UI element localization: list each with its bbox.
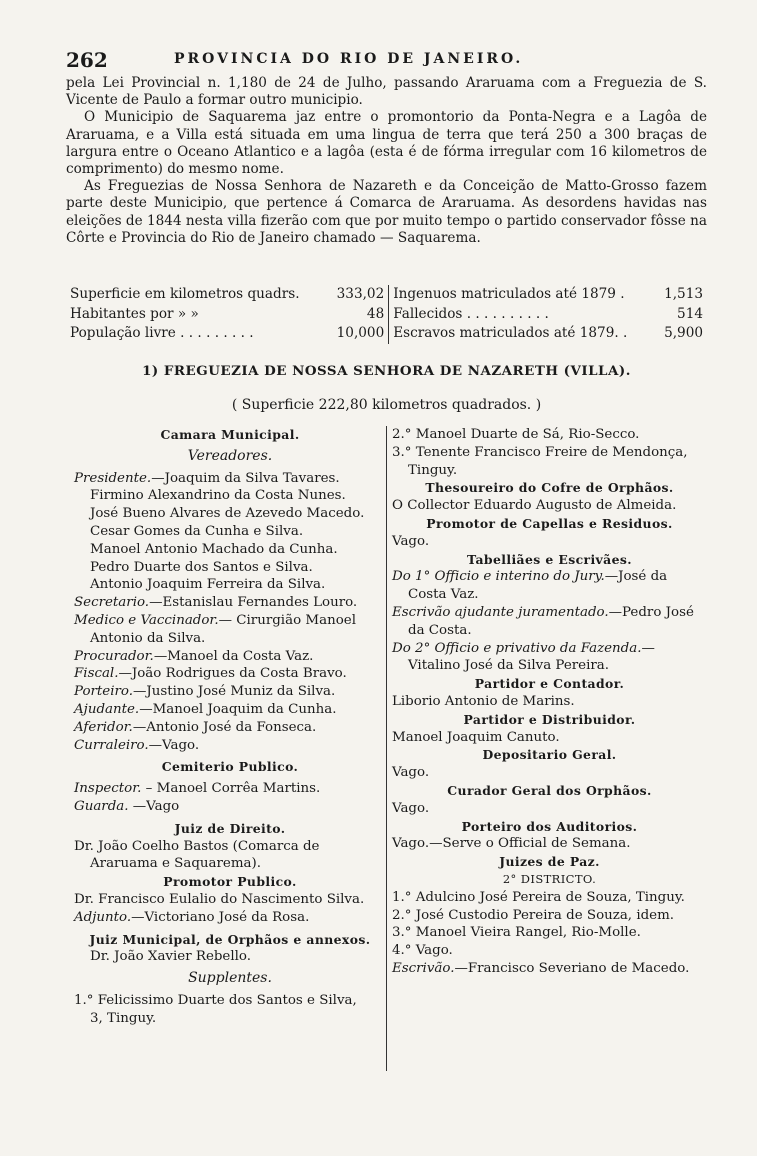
entry: 3.° Manoel Vieira Rangel, Rio-Molle. <box>392 925 641 941</box>
intro-text <box>66 75 707 247</box>
left-column <box>74 426 386 1028</box>
entry: Medico e Vaccinador.— Cirurgião Manoel Antonio da Silva. <box>74 612 356 646</box>
stats-value: 514 <box>677 305 703 322</box>
entry: Procurador.—Manoel da Costa Vaz. <box>74 648 314 664</box>
entry: Liborio Antonio de Marins. <box>392 693 575 709</box>
entry: Presidente.—Joaquim da Silva Tavares. <box>74 470 340 486</box>
stats-label: Superficie em kilometros quadrs. <box>70 286 300 302</box>
entry: Escrivão.—Francisco Severiano de Macedo. <box>392 960 690 976</box>
section-heading: Juiz Municipal, de Orphãos e annexos. <box>89 931 371 947</box>
section-heading: Promotor Publico. <box>163 874 297 890</box>
section-heading: Porteiro dos Auditorios. <box>461 818 638 834</box>
section-heading: Juizes de Paz. <box>499 854 600 870</box>
freguezia-superficie: ( Superficie 222,80 kilometros quadrados. ) <box>231 397 542 413</box>
section-heading: Depositario Geral. <box>482 747 617 763</box>
stats-label: População livre . . . . . . . . . <box>70 325 254 341</box>
right-column <box>392 426 707 978</box>
entry: Ajudante.—Manoel Joaquim da Cunha. <box>74 701 337 717</box>
section-subheading: Vereadores. <box>187 447 273 464</box>
intro-paragraph-3: As Freguezias de Nossa Senhora de Nazareth e da Conceição de Matto-Grosso fazem parte deste Municipio, que pertence á Comarca de Araruama. As desordens havidas nas eleições de 1844 nesta villa fizerão com que por muito tempo o partido conservador fôsse na Côrte e Provincia do Rio de Janeiro chamado — Saquarema. <box>66 178 707 246</box>
entry: 4.° Vago. <box>392 943 453 959</box>
stats-label: Ingenuos matriculados até 1879 . <box>393 286 625 302</box>
entry: 3.° Tenente Francisco Freire de Mendonça, Tinguy. <box>392 444 688 478</box>
page-header <box>66 48 716 74</box>
stats-value: 333,02 <box>327 285 389 305</box>
entry: Manoel Antonio Machado da Cunha. <box>90 541 338 557</box>
entry: 2.° José Custodio Pereira de Souza, idem. <box>392 907 675 923</box>
intro-paragraph-1: pela Lei Provincial n. 1,180 de 24 de Julho, passando Araruama com a Freguezia de S. Vicente de Paulo a formar outro municipio. <box>66 75 707 109</box>
two-column-listing <box>66 426 707 1086</box>
entry: José Bueno Alvares de Azevedo Macedo. <box>90 506 365 522</box>
entry: Vago. <box>392 765 430 781</box>
running-title: PROVINCIA DO RIO DE JANEIRO. <box>174 51 524 67</box>
entry: Aferidor.—Antonio José da Fonseca. <box>74 719 317 735</box>
stats-value: 5,900 <box>664 325 703 341</box>
section-subheading: Supplentes. <box>188 970 272 987</box>
entry: Vago.—Serve o Official de Semana. <box>392 836 631 852</box>
entry: Pedro Duarte dos Santos e Silva. <box>90 559 313 575</box>
section-heading: Camara Municipal. <box>160 427 300 442</box>
freguezia-title: 1) FREGUEZIA DE NOSSA SENHORA DE NAZARETH (VILLA). <box>142 363 631 379</box>
stats-value: 10,000 <box>327 324 389 344</box>
stats-value: 1,513 <box>664 286 703 302</box>
section-heading: Thesoureiro do Cofre de Orphãos. <box>425 480 674 496</box>
section-heading: Cemiterio Publico. <box>161 759 299 775</box>
entry: Cesar Gomes da Cunha e Silva. <box>90 523 304 539</box>
entry: Firmino Alexandrino da Costa Nunes. <box>90 488 346 504</box>
entry: Curraleiro.—Vago. <box>74 737 200 753</box>
section-heading: Partidor e Distribuidor. <box>463 711 636 727</box>
stats-label: Escravos matriculados até 1879. . <box>393 325 628 341</box>
stats-row <box>66 324 707 344</box>
entry: Guarda. —Vago <box>74 798 180 814</box>
entry: Porteiro.—Justino José Muniz da Silva. <box>74 684 336 700</box>
entry: Dr. João Xavier Rebello. <box>90 949 252 965</box>
entry: O Collector Eduardo Augusto de Almeida. <box>392 498 677 514</box>
stats-label: Fallecidos . . . . . . . . . . <box>393 305 549 322</box>
entry: 1.° Felicissimo Duarte dos Santos e Silva, <box>74 992 357 1008</box>
intro-paragraph-2: O Municipio de Saquarema jaz entre o promontorio da Ponta-Negra e a Lagôa de Araruama, e a Villa está situada em uma lingua de terra que terá 250 a 300 braças de largura entre o Oceano Atlantico e a lagôa (esta é de fórma irregular com 16 kilometros de comprimento) do mesmo nome. <box>66 109 707 178</box>
entry: Vago. <box>392 800 430 816</box>
entry: Vago. <box>392 533 430 549</box>
entry: Do 1° Officio e interino do Jury.—José da Costa Vaz. <box>392 569 668 603</box>
entry: Escrivão ajudante juramentado.—Pedro José da Costa. <box>392 604 694 638</box>
stats-row <box>66 285 707 305</box>
statistics-table <box>66 285 707 344</box>
section-heading: Promotor de Capellas e Residuos. <box>426 515 673 531</box>
entry: Manoel Joaquim Canuto. <box>392 729 560 745</box>
entry: Secretario.—Estanislau Fernandes Louro. <box>74 595 358 611</box>
page-number: 262 <box>66 48 108 72</box>
stats-row <box>66 305 707 325</box>
entry: 3, Tinguy. <box>90 1010 157 1026</box>
entry: Adjunto.—Victoriano José da Rosa. <box>74 909 310 925</box>
stats-value: 48 <box>327 305 389 325</box>
entry: Dr. João Coelho Bastos (Comarca de Araruama e Saquarema). <box>74 838 320 872</box>
entry: Antonio Joaquim Ferreira da Silva. <box>90 577 326 593</box>
section-subheading: 2° DISTRICTO. <box>502 871 597 886</box>
stats-label: Habitantes por » » <box>70 305 199 322</box>
section-heading: Partidor e Contador. <box>474 676 625 692</box>
entry: Dr. Francisco Eulalio do Nascimento Silva. <box>74 891 365 907</box>
entry: Fiscal.—João Rodrigues da Costa Bravo. <box>74 666 347 682</box>
column-divider <box>386 426 387 1071</box>
section-heading: Tabelliães e Escrivães. <box>467 551 632 567</box>
section-heading: Curador Geral dos Orphãos. <box>447 782 652 798</box>
section-heading: Juiz de Direito. <box>174 820 286 836</box>
entry: 2.° Manoel Duarte de Sá, Rio-Secco. <box>392 427 640 442</box>
entry: 1.° Adulcino José Pereira de Souza, Tinguy. <box>392 889 685 905</box>
entry: Inspector. – Manoel Corrêa Martins. <box>74 781 321 797</box>
entry: Do 2° Officio e privativo da Fazenda.—Vitalino José da Silva Pereira. <box>392 640 655 674</box>
